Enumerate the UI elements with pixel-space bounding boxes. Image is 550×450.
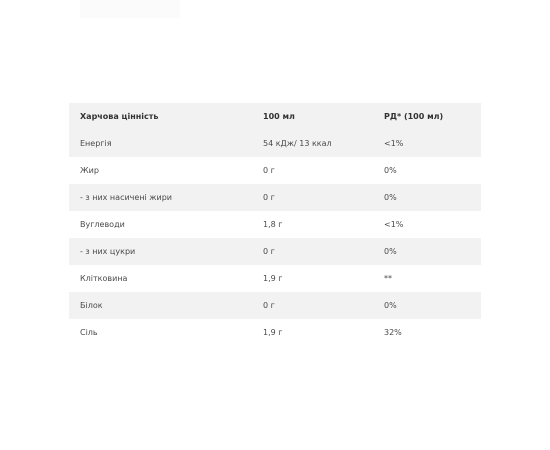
header-nutrient: Харчова цінність [69, 103, 252, 130]
nutrient-amount: 1,8 г [252, 211, 373, 238]
faded-header-strip [80, 0, 180, 18]
nutrient-amount: 0 г [252, 292, 373, 319]
nutrient-name: Жир [69, 157, 252, 184]
nutrient-ri: 0% [373, 184, 481, 211]
nutrient-ri: 0% [373, 157, 481, 184]
header-reference-intake: РД* (100 мл) [373, 103, 481, 130]
header-per-100ml: 100 мл [252, 103, 373, 130]
nutrient-ri: <1% [373, 130, 481, 157]
nutrient-ri: 32% [373, 319, 481, 346]
table-row [69, 130, 481, 157]
nutrition-table [69, 103, 481, 346]
table-row [69, 265, 481, 292]
table-row [69, 292, 481, 319]
table-row [69, 319, 481, 346]
table-row [69, 157, 481, 184]
table-row [69, 238, 481, 265]
nutrient-name: Клітковина [69, 265, 252, 292]
nutrient-amount: 0 г [252, 157, 373, 184]
nutrient-name: Білок [69, 292, 252, 319]
nutrient-amount: 0 г [252, 184, 373, 211]
nutrient-ri: 0% [373, 292, 481, 319]
nutrient-name: - з них цукри [69, 238, 252, 265]
table-header-row [69, 103, 481, 130]
nutrient-name: Сіль [69, 319, 252, 346]
table-row [69, 211, 481, 238]
table-row [69, 184, 481, 211]
nutrient-ri: <1% [373, 211, 481, 238]
nutrient-name: - з них насичені жири [69, 184, 252, 211]
nutrient-ri: ** [373, 265, 481, 292]
nutrient-ri: 0% [373, 238, 481, 265]
nutrient-name: Вуглеводи [69, 211, 252, 238]
nutrient-amount: 1,9 г [252, 319, 373, 346]
nutrient-amount: 1,9 г [252, 265, 373, 292]
nutrient-amount: 54 кДж/ 13 ккал [252, 130, 373, 157]
nutrient-name: Енергія [69, 130, 252, 157]
nutrient-amount: 0 г [252, 238, 373, 265]
